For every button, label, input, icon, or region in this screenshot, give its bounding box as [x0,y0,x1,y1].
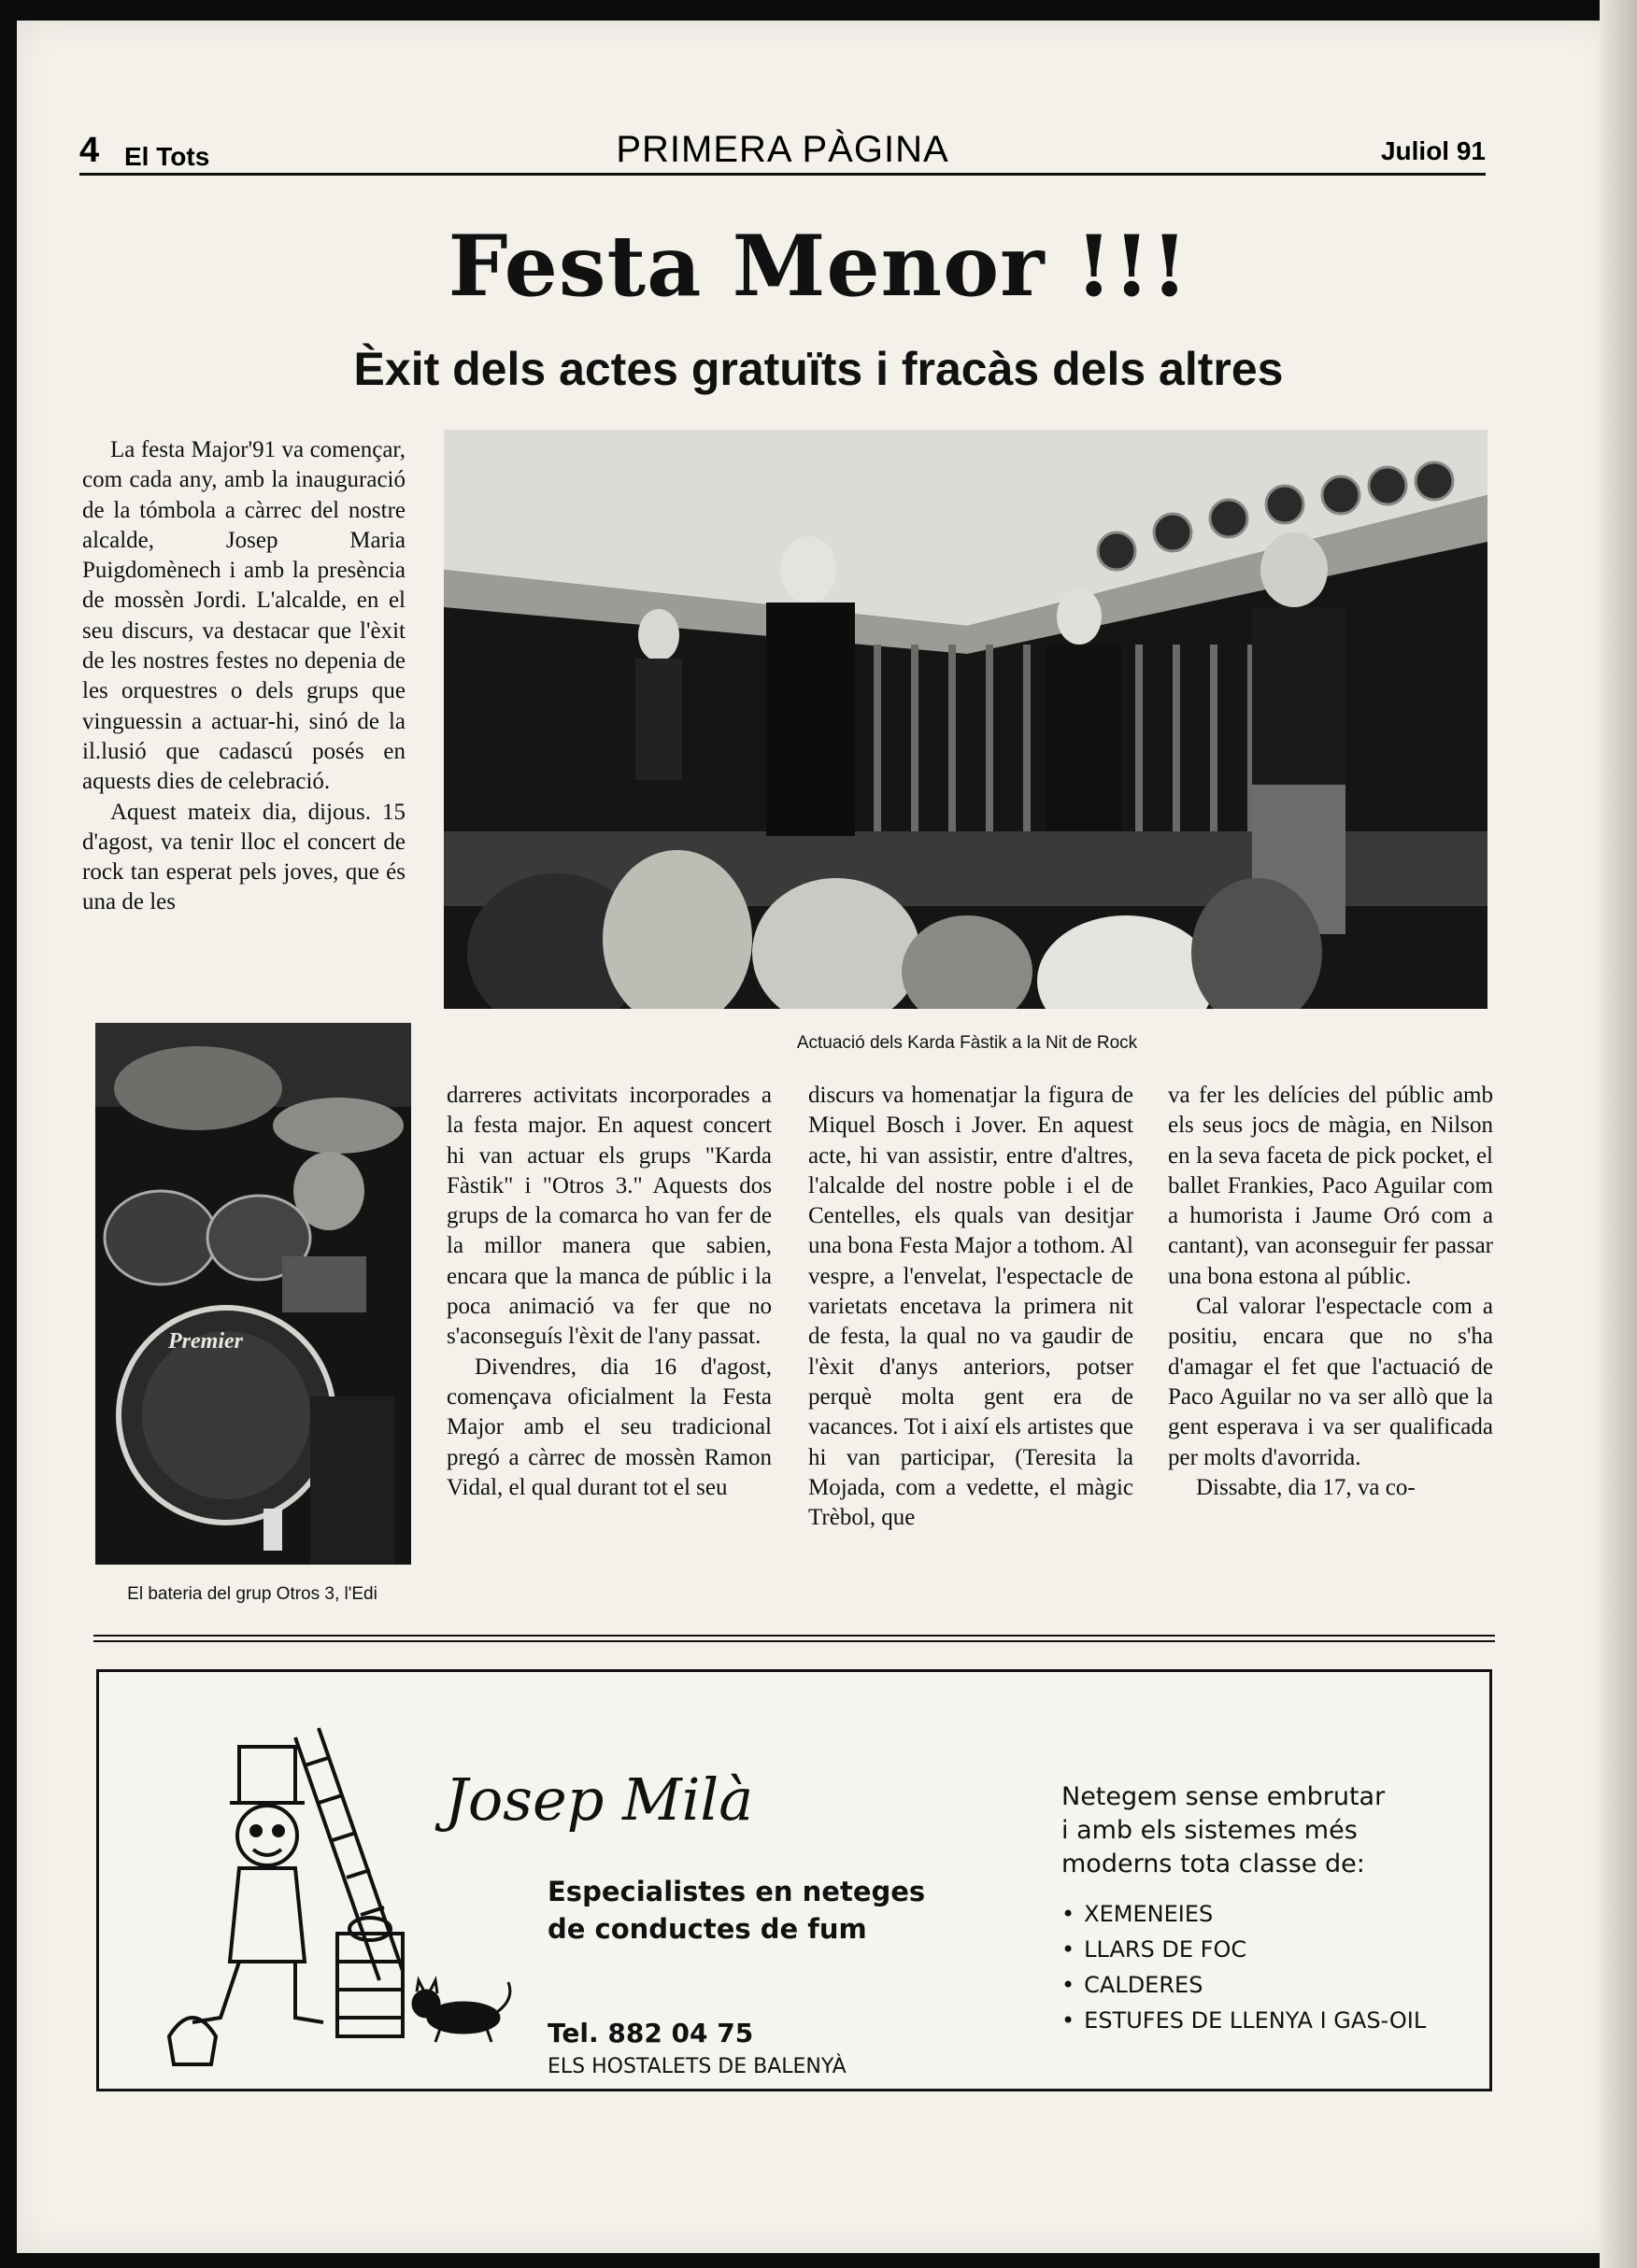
drummer-photo [95,1023,411,1565]
ad-service-item: • CALDERES [1061,1967,1426,2003]
concert-photo [444,430,1488,1009]
ad-intro [1061,1780,1454,1881]
paragraph: Cal valorar l'espectacle com a positiu, encara que no s'ha d'amagar el fet que l'actuació de Paco Aguilar no va ser allò que la gent esperava i va ser qualificada per molts d'avorrida. [1168,1294,1493,1470]
ad-specialty-line: de conductes de fum [548,1913,867,1945]
concert-photo-image [444,430,1488,1009]
paragraph: va fer les delícies del públic amb els seus jocs de màgia, en Nilson en la seva faceta de pick pocket, el ballet Frankies, Paco Aguilar com a humorista i Jaume Oró com a cantant), van aconseguir fer passar una bona estona al públic. [1168,1083,1493,1289]
paragraph: La festa Major'91 va començar, com cada any, amb la inauguració de la tómbola a càrrec del nostre alcalde, Josep Maria Puigdomènech i amb la presència de mossèn Jordi. L'alcalde, en el seu discurs, va destacar que l'èxit de les nostres festes no depenia de les orquestres o dels grups que vinguessin a actuar-hi, sinó de la il.lusió que cadascú posés en aquests dies de celebració. [82,437,406,795]
footer-rule [93,1635,1495,1637]
article-title: Festa Menor !!! [448,217,1189,316]
paragraph: Aquest mateix dia, dijous. 15 d'agost, va tenir lloc el concert de rock tan esperat pels joves, que és una de les [82,799,406,915]
article-column-2 [447,1081,772,1503]
header-rule [79,173,1486,176]
ad-brand: Josep Milà [445,1765,754,1834]
drum-brand-text: Premier [168,1329,243,1354]
drummer-photo-caption: El bateria del grup Otros 3, l'Edi [127,1584,377,1604]
page-number: 4 [79,131,100,170]
ad-specialty-line: Especialistes en neteges [548,1876,926,1907]
ad-service-item: • ESTUFES DE LLENYA I GAS-OIL [1061,2003,1426,2038]
ad-intro-line: i amb els sistemes més [1061,1816,1358,1845]
footer-rule [93,1640,1495,1642]
article-column-1 [82,435,406,918]
ad-intro-line: moderns tota classe de: [1061,1850,1365,1878]
page-edge [1600,0,1637,2268]
ad-specialty [548,1873,925,1948]
ad-service-item: • LLARS DE FOC [1061,1932,1426,1967]
ad-services-list [1061,1896,1426,2038]
ad-service-item: • XEMENEIES [1061,1896,1426,1932]
page-header [79,129,1486,171]
ad-intro-line: Netegem sense embrutar [1061,1782,1386,1811]
drummer-photo-image [95,1023,411,1565]
publication-name: El Tots [124,142,210,171]
cat-illustration [407,1971,520,2046]
advertisement [96,1669,1492,2091]
concert-photo-caption: Actuació dels Karda Fàstik a la Nit de Rock [796,1033,1138,1053]
ad-town: ELS HOSTALETS DE BALENYÀ [548,2055,847,2078]
article-subtitle: Èxit dels actes gratuïts i fracàs dels altres [353,343,1284,395]
article-column-4 [1168,1081,1493,1503]
ad-phone: Tel. 882 04 75 [548,2018,754,2048]
article-column-3 [808,1081,1133,1533]
section-title: PRIMERA PÀGINA [616,129,949,170]
paragraph: discurs va homenatjar la figura de Miquel Bosch i Jover. En aquest acte, hi van assistir, entre d'altres, l'alcalde del nostre poble i el de Centelles, els quals van desitjar una bona Festa Major a tothom. Al vespre, a l'envelat, l'espectacle de varietats encetava la primera nit de festa, la qual no va gaudir de l'èxit d'anys anteriors, potser perquè molta gent era de vacances. Tot i així els artistes que hi van participar, (Teresita la Mojada, com a vedette, el màgic Trèbol, que [808,1083,1133,1531]
paragraph: Divendres, dia 16 d'agost, començava oficialment la Festa Major amb el seu tradicional pregó a càrrec de mossèn Ramon Vidal, el qual durant tot el seu [447,1354,772,1500]
issue-date: Juliol 91 [1380,136,1486,165]
paragraph: Dissabte, dia 17, va co- [1196,1474,1416,1500]
paragraph: darreres activitats incorporades a la festa major. En aquest concert hi van actuar els grups "Karda Fàstik" i "Otros 3." Aquests dos grups de la comarca ho van fer de la millor manera que sabien, encara que la manca de públic i la poca animació va fer que no s'aconseguís l'èxit de l'any passat. [447,1083,772,1350]
